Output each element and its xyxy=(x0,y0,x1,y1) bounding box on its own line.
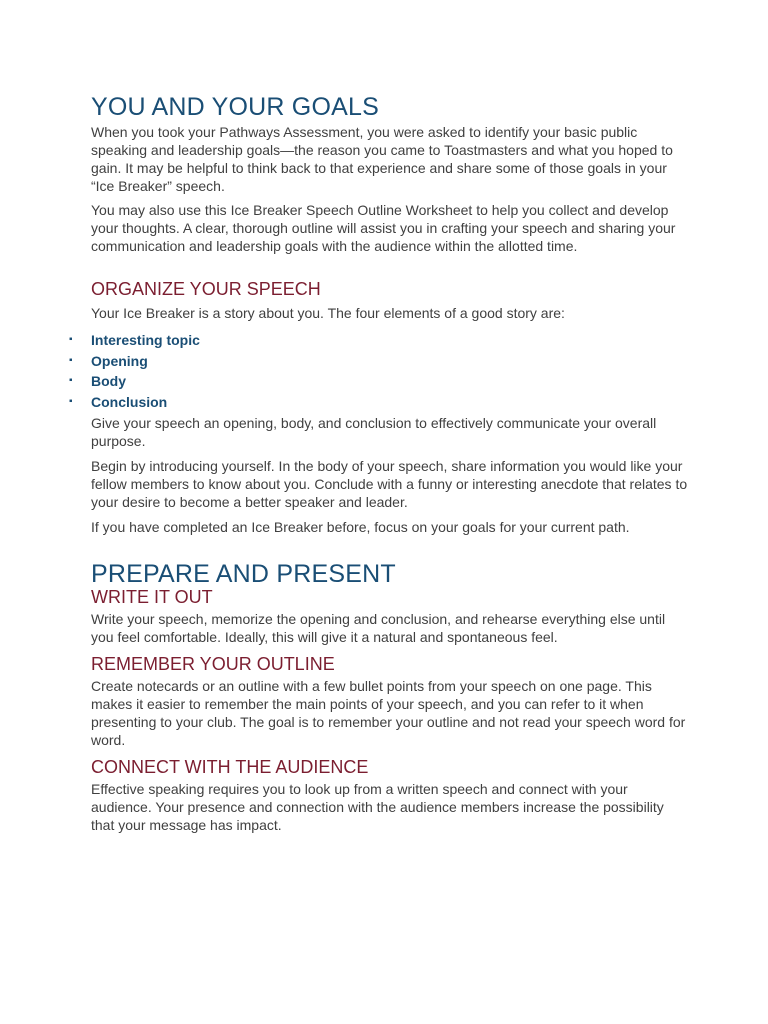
list-item xyxy=(69,330,691,351)
list-item xyxy=(69,351,691,372)
organize-intro: Your Ice Breaker is a story about you. The four elements of a good story are: xyxy=(91,305,565,321)
heading-remember-your-outline: REMEMBER YOUR OUTLINE xyxy=(91,654,335,674)
organize-paragraph-1: Give your speech an opening, body, and conclusion to effectively communicate your overall purpose. xyxy=(91,415,657,449)
goals-paragraph-2: You may also use this Ice Breaker Speech Outline Worksheet to help you collect and develop your thoughts. A clear, thorough outline will assist you in crafting your speech and sharing your communication and leadership goals with the audience within the allotted time. xyxy=(91,202,676,254)
bullet-icon: ▪ xyxy=(69,334,73,345)
bullet-icon: ▪ xyxy=(69,354,73,366)
list-item-label: Interesting topic xyxy=(91,332,200,348)
organize-paragraph-2: Begin by introducing yourself. In the body of your speech, share information you would like your fellow members to know about you. Conclude with a funny or interesting anecdote that relates to your desire to become a better speaker and leader. xyxy=(91,458,688,510)
document-content xyxy=(69,92,691,834)
list-item-label: Opening xyxy=(91,352,148,369)
list-item xyxy=(69,371,691,392)
remember-outline-paragraph: Create notecards or an outline with a few bullet points from your speech on one page. This makes it easier to remember the main points of your speech, and you can refer to it when presenting to your club. The goal is to remember your outline and not read your speech word for word. xyxy=(91,678,686,748)
bullet-icon: ▪ xyxy=(69,395,73,407)
story-elements-list xyxy=(69,330,691,412)
goals-paragraph-1: When you took your Pathways Assessment, you were asked to identify your basic public speaking and leadership goals—the reason you came to Toastmasters and what you hoped to gain. It may be helpful to think back to that experience and share some of those goals in your “Ice Breaker” speech. xyxy=(91,124,673,194)
connect-audience-paragraph: Effective speaking requires you to look up from a written speech and connect with your audience. Your presence and connection with the audience members increase the possibility that your message has impact. xyxy=(91,781,664,833)
organize-paragraph-3: If you have completed an Ice Breaker before, focus on your goals for your current path. xyxy=(91,519,630,535)
write-it-out-paragraph: Write your speech, memorize the opening and conclusion, and rehearse everything else until you feel comfortable. Ideally, this will give it a natural and spontaneous feel. xyxy=(91,611,666,645)
bullet-icon: ▪ xyxy=(69,375,73,386)
heading-you-and-your-goals: YOU AND YOUR GOALS xyxy=(91,93,379,121)
list-item-label: Conclusion xyxy=(91,393,168,410)
heading-prepare-and-present: PREPARE AND PRESENT xyxy=(91,560,396,588)
heading-write-it-out: WRITE IT OUT xyxy=(91,587,213,607)
heading-connect-with-the-audience: CONNECT WITH THE AUDIENCE xyxy=(91,757,369,777)
list-item-label: Body xyxy=(91,373,126,389)
heading-organize-your-speech: ORGANIZE YOUR SPEECH xyxy=(91,279,321,299)
list-item xyxy=(69,392,691,413)
